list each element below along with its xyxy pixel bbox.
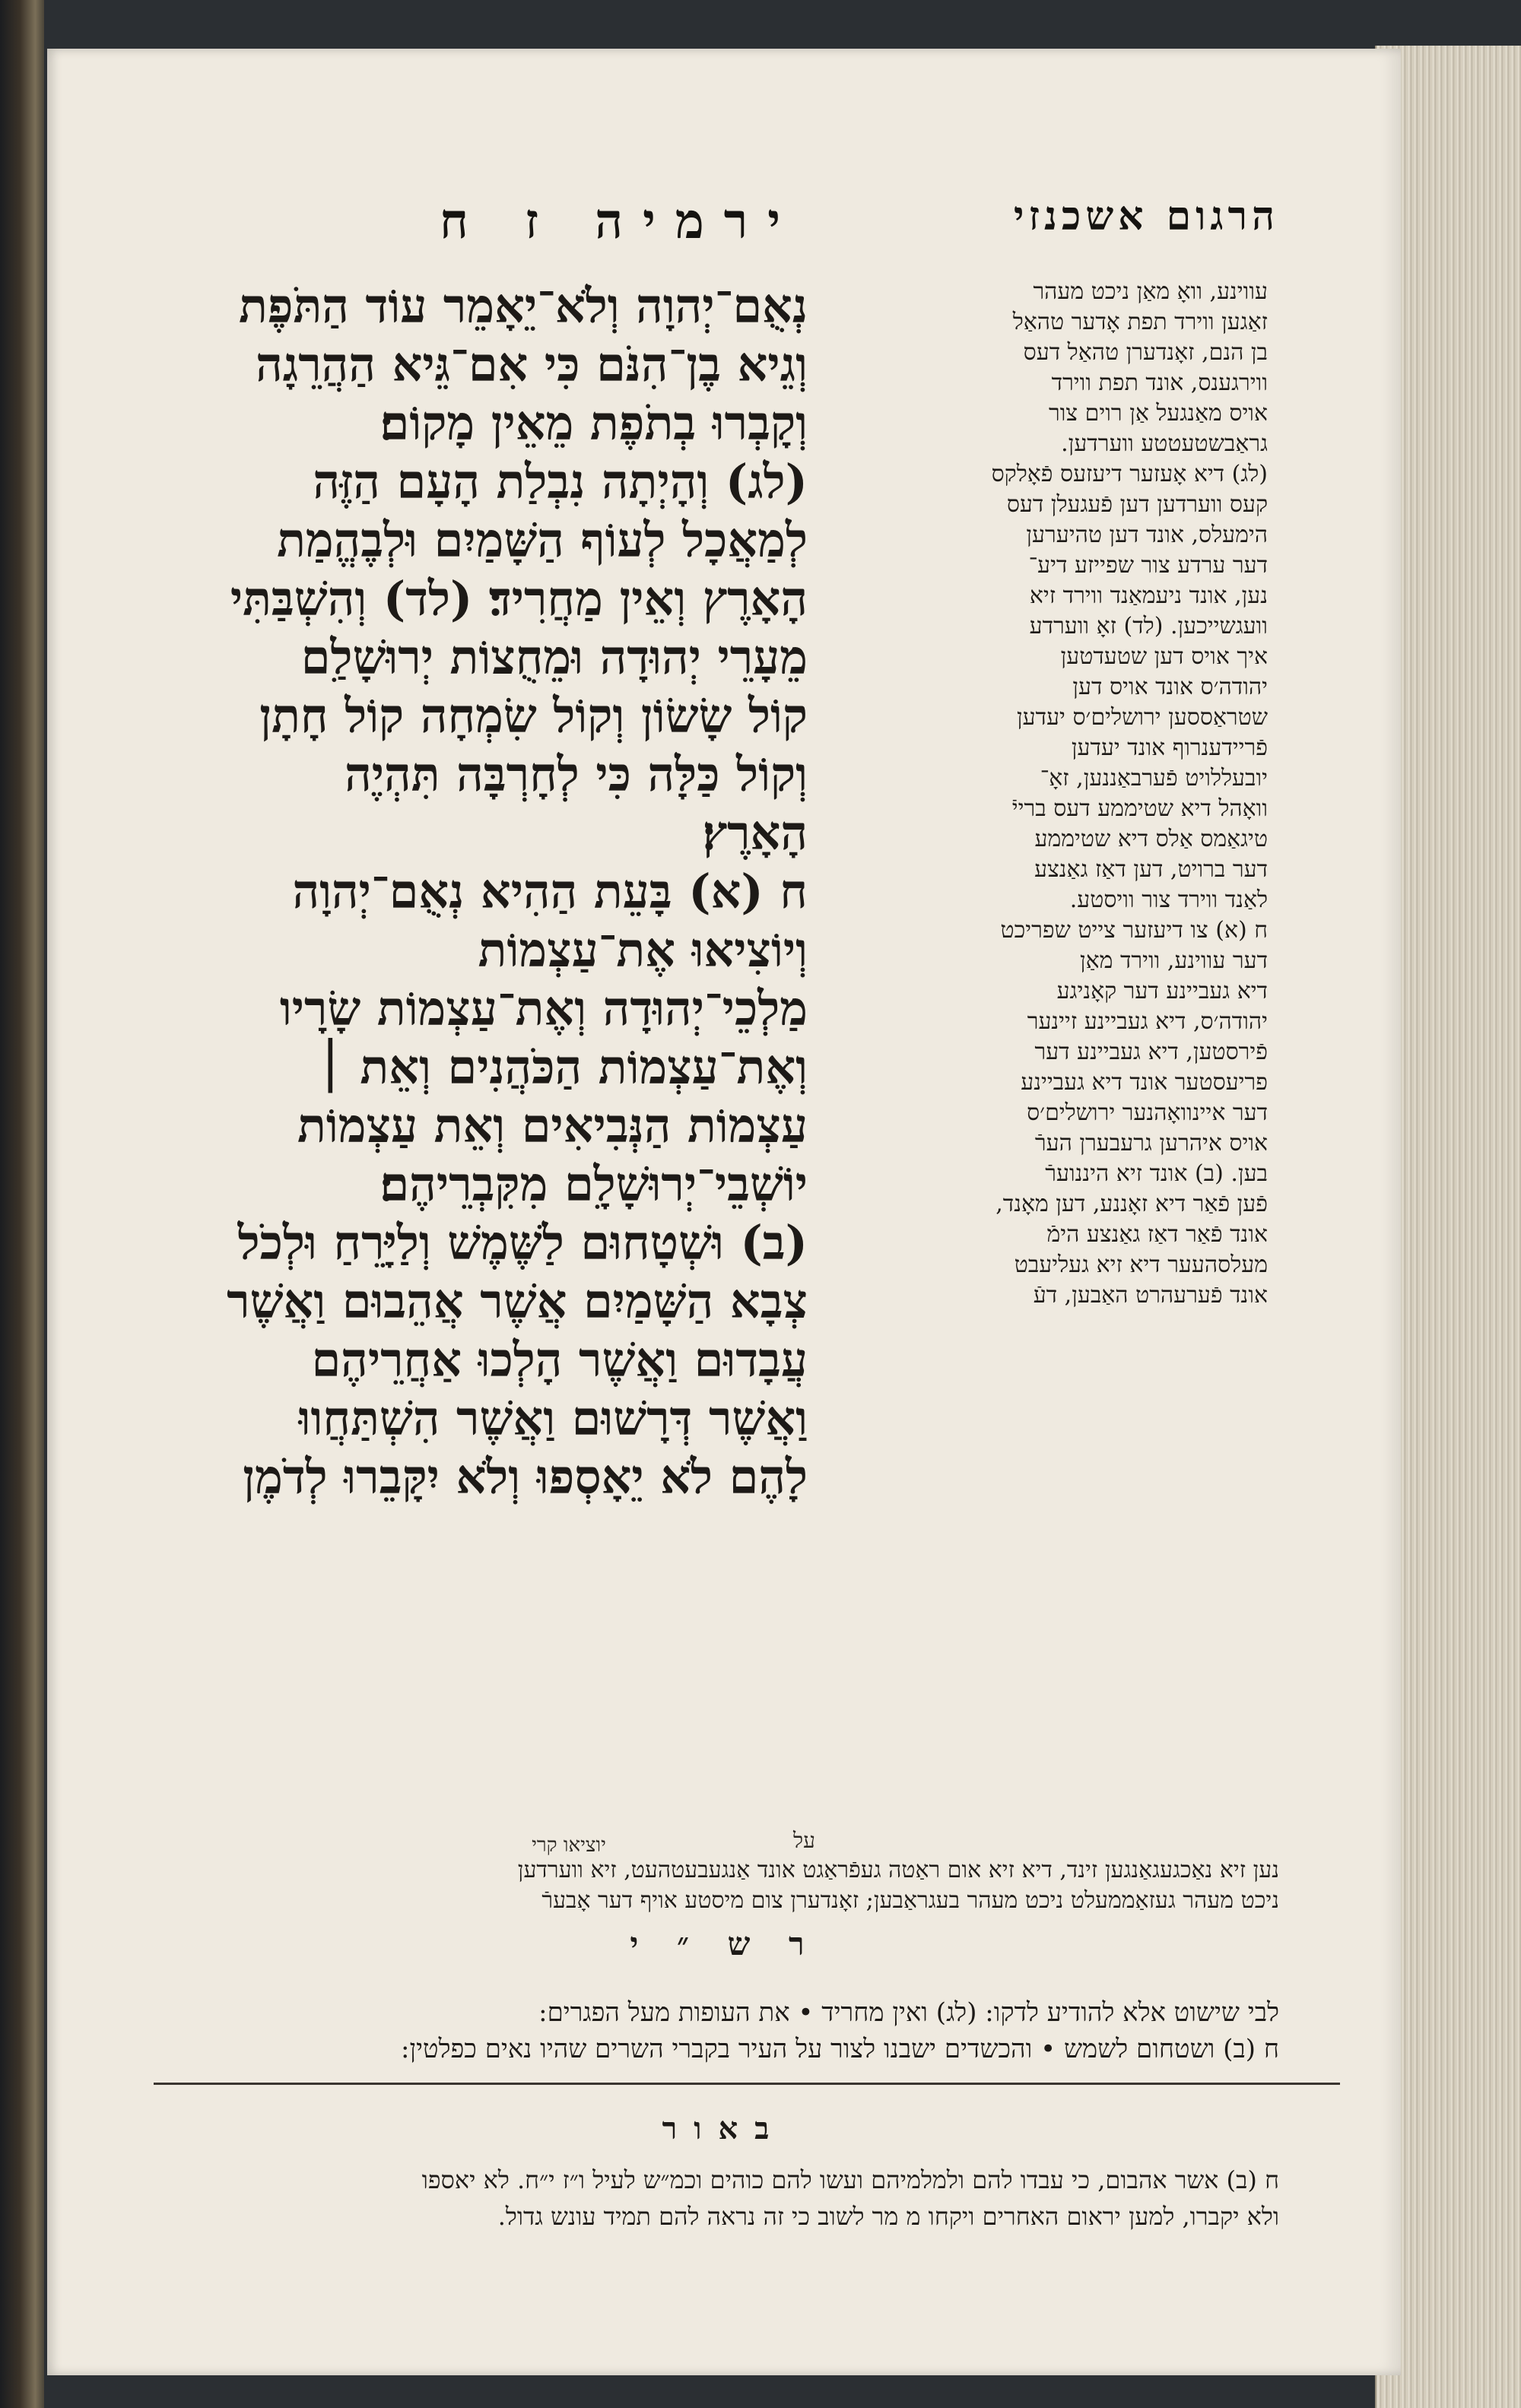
translation-continuation	[93, 1855, 1279, 1916]
biur-line: ולא יקברו, למען יראום האחרים ויקחו מ מר לשוב כי זה נראה להם תמיד עונש גדול.	[497, 2202, 1279, 2231]
translation-line: דער עווינע, ווירד מאַן	[1079, 947, 1268, 974]
book-binding	[0, 0, 44, 2408]
rashi-line: ח (ב) ושטחום לשמש • והכשדים ישבנו לצור על העיר בקברי השרים שהיו נאים כפלטין:	[401, 2034, 1279, 2064]
main-text-line: מֵעָרֵי יְהוּדָה וּמֵחֻצוֹת יְרוּשָׁלִַם	[300, 630, 808, 685]
translation-line: וואָהל דיא שטיממע דעס ברייֿ	[1011, 795, 1268, 822]
main-text-line: יוֹשְׁבֵי־יְרוּשָׁלִָם מִקִּבְרֵיהֶם׃	[379, 1156, 808, 1212]
translation-line: עווינע, וואָ מאַן ניכט מעהר	[1033, 278, 1268, 305]
translation-line: פֿען פֿאַר דיא זאָננע, דען מאָנד,	[995, 1191, 1268, 1217]
translation-line: שטראַססען ירושלים׳ס יעדען	[1017, 704, 1268, 731]
translation-line: ח (א) צו דיעזער צייט שפריכט	[1000, 917, 1268, 944]
translation-line: קעס ווערדען דען פֿעגעלן דעס	[1006, 491, 1268, 518]
continuation-line: ניכט מעהר געזאַממעלט ניכט מעהר בעגראַבען; זאָנדערן צום מיסטע אויף דער אָבערֿ	[541, 1887, 1279, 1914]
translation-line: פריעסטער אונד דיא געביינע	[1021, 1069, 1268, 1096]
main-text-line: קוֹל שָׂשׂוֹן וְקוֹל שִׂמְחָה קוֹל חָתָן	[259, 688, 808, 744]
biur-heading: באור	[662, 2111, 786, 2146]
translation-line: בען. (ב) אונד זיא היננוערֿ	[1045, 1160, 1268, 1187]
page-header-translation: הרגום אשכנזי	[1013, 193, 1279, 240]
translation-line: לאַנד ווירד צור וויסטע.	[1069, 887, 1268, 913]
translation-column	[872, 277, 1268, 1311]
translation-line: יהודה׳ס, דיא געביינע זיינער	[1027, 1008, 1268, 1035]
translation-line: ווירגענס, אונד תפת ווירד	[1051, 370, 1268, 396]
biur-line: ח (ב) אשר אהבום, כי עבדו להם ולמלמיהם ועשו להם כוהים וכמ״ש לעיל ו״ז י״ח. לא יאספו	[421, 2165, 1279, 2194]
translation-line: מעלסהעער דיא זיא געליעבט	[1014, 1252, 1268, 1278]
translation-line: איך אויס דען שטעדטען	[1060, 643, 1268, 670]
translation-line: וועגשייכען. (לד) זאָ ווערדע	[1029, 613, 1268, 639]
main-text-line: (לג) וְהָיְתָה נִבְלַת הָעָם הַזֶּה	[313, 454, 808, 509]
translation-line: אונד פֿאַר דאַז גאַנצע הימֿ	[1046, 1221, 1268, 1248]
translation-line: גראַבשטעטטע ווערדען.	[1061, 430, 1268, 457]
section-divider	[154, 2083, 1340, 2085]
rashi-line: לבי שישוט אלא להודיע לדקו: (לג) ואין מחריד • את העופות מעל הפגרים:	[538, 1997, 1279, 2028]
main-text-column	[78, 277, 808, 1506]
page-header-main: ירמיה ז ח	[439, 193, 800, 250]
main-text-line: וְגֵיא בֶן־הִנֹּם כִּי אִם־גֵּיא הַהֲרֵגָה	[256, 337, 808, 392]
translation-line: דער ברויט, דען דאַז גאַנצע	[1034, 856, 1268, 883]
biur-commentary	[93, 2162, 1279, 2235]
main-text-line: עֲבָדוּם וַאֲשֶׁר הָלְכוּ אַחֲרֵיהֶם	[311, 1332, 808, 1388]
translation-line: אונד פֿערעהרט האַבען, דעֿ	[1033, 1282, 1268, 1309]
translation-line: פֿריידענרוף אונד יעדען	[1071, 734, 1268, 761]
main-text-line: לְמַאֲכָל לְעוֹף הַשָּׁמַיִם וּלְבֶהֱמַת	[277, 512, 808, 568]
translation-line: דיא געביינע דער קאָניגע	[1056, 978, 1268, 1004]
translation-line: פֿירסטען, דיא געביינע דער	[1034, 1039, 1268, 1065]
translation-line: אויס מאַנגעל אַן רוים צור	[1049, 400, 1268, 427]
main-text-line: הָאָרֶץ וְאֵין מַחֲרִיד׃ (לד) וְהִשְׁבַּתִּי	[230, 571, 808, 627]
continuation-line: נען זיא נאַכגעגאַנגען זינד, דיא זיא אום ראַטה געפֿראַגט אונד אַנגעבעטהעט, זיא ווערדען	[517, 1857, 1279, 1883]
translation-line: יובעללויט פֿערבאַננען, זאָ־	[1040, 765, 1268, 792]
al-note: על	[793, 1828, 815, 1853]
main-text-line: וְאֶת־עַצְמוֹת הַכֹּהֲנִים וְאֵת ׀	[316, 1039, 808, 1095]
main-text-line: וְיוֹצִיאוּ אֶת־עַצְמוֹת	[478, 922, 808, 978]
rashi-commentary	[93, 1995, 1279, 2068]
keri-note: יוציאו קרי	[532, 1834, 606, 1857]
translation-line: (לג) דיא אָעזער דיעזעס פֿאָלקס	[991, 461, 1268, 487]
translation-line: נען, אונד ניעמאַנד ווירד זיא	[1029, 582, 1268, 609]
translation-line: טיגאַמס אַלס דיא שטיממע	[1034, 826, 1268, 852]
main-text-line: עַצְמוֹת הַנְּבִיאִים וְאֵת עַצְמוֹת	[297, 1098, 808, 1153]
rashi-heading: ר ש ״ י	[630, 1925, 818, 1962]
main-text-line: הָאָרֶץ׃	[702, 805, 808, 861]
translation-line: זאַגען ווירד תפת אָדער טהאַל	[1012, 309, 1268, 335]
book-page	[47, 49, 1401, 2375]
main-text-line: נְאֻם־יְהוָה וְלֹא־יֵאָמֵר עוֹד הַתֹּפֶת	[238, 278, 808, 334]
main-text-line: מַלְכֵי־יְהוּדָה וְאֶת־עַצְמוֹת שָׂרָיו	[279, 981, 808, 1036]
translation-line: בן הנם, זאָנדערן טהאַל דעס	[1023, 339, 1268, 366]
translation-line: דער איינוואָהנער ירושלים׳ס	[1027, 1099, 1268, 1126]
main-text-line: וְקוֹל כַּלָּה כִּי לְחָרְבָּה תִּהְיֶה	[345, 747, 808, 802]
main-text-line: וַאֲשֶׁר דְּרָשׁוּם וַאֲשֶׁר הִשְׁתַּחֲווּ	[298, 1391, 808, 1446]
main-text-line: ח (א) בָּעֵת הַהִיא נְאֻם־יְהוָה	[292, 864, 808, 919]
main-text-line: לָהֶם לֹא יֵאָסְפוּ וְלֹא יִקָּבֵרוּ לְדֹמֶן	[243, 1449, 808, 1505]
translation-line: הימעלס, אונד דען טהיערען	[1026, 522, 1268, 548]
translation-line: דער ערדע צור שפייזע דיע־	[1028, 552, 1268, 579]
main-text-line: (ב) וּשְׁטָחוּם לַשֶּׁמֶשׁ וְלַיָּרֵחַ וּלְכֹל	[237, 1215, 808, 1271]
main-text-line: וְקָבְרוּ בְתֹפֶת מֵאֵין מָקוֹם׃	[379, 395, 808, 451]
main-text-line: צְבָא הַשָּׁמַיִם אֲשֶׁר אֲהֵבוּם וַאֲשֶׁר	[227, 1274, 808, 1329]
translation-line: אויס איהרען גרעבערן הערֿ	[1034, 1130, 1268, 1156]
translation-line: יהודה׳ס אונד אויס דען	[1072, 674, 1268, 700]
